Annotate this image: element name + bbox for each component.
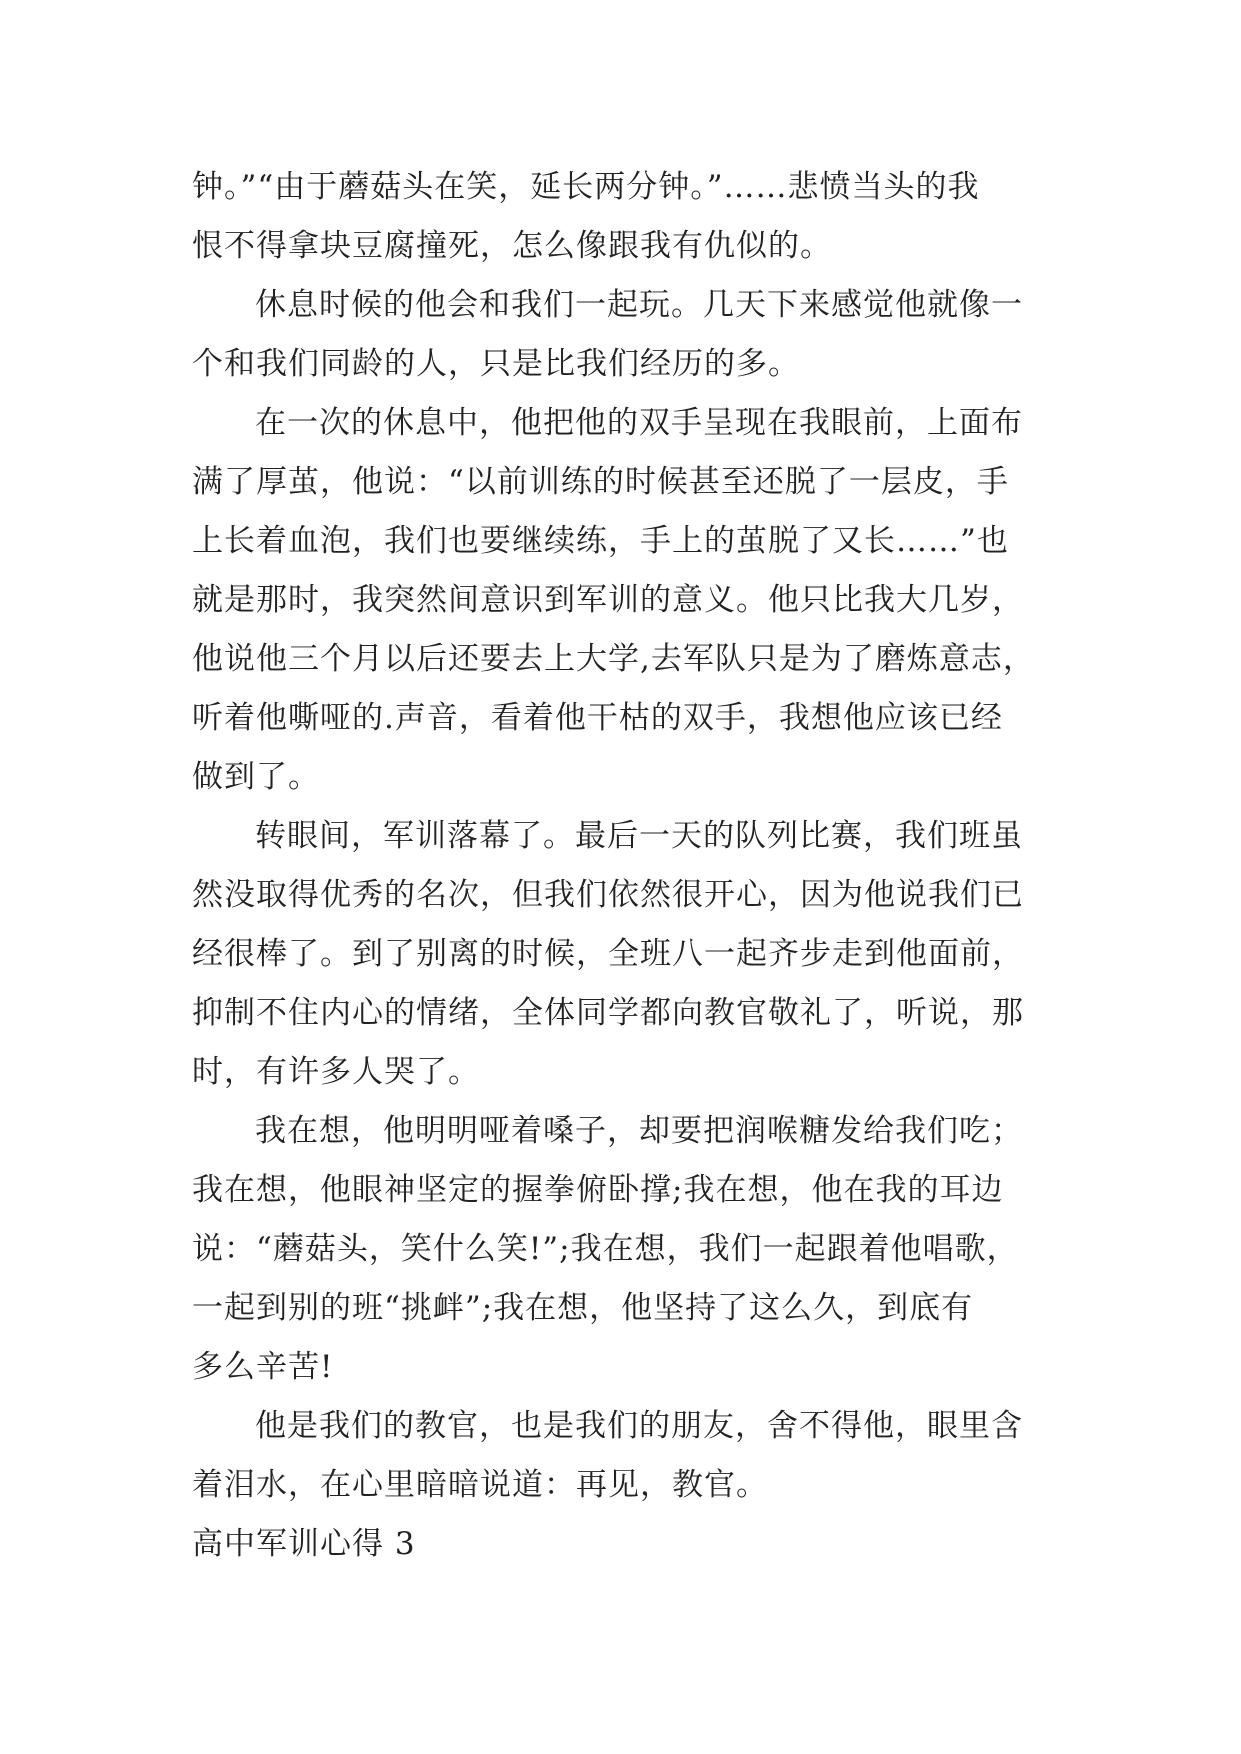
paragraph-6 xyxy=(192,1397,1072,1515)
paragraph-3 xyxy=(192,394,1072,807)
text-line: 一起到别的班“挑衅”;我在想，他坚持了这么久，到底有 xyxy=(192,1290,974,1326)
text-line: 他说他三个月以后还要去上大学,去军队只是为了磨炼意志， xyxy=(192,641,1035,677)
paragraph-2 xyxy=(192,276,1072,394)
paragraph-1 xyxy=(192,158,1072,276)
text-line: 休息时候的他会和我们一起玩。几天下来感觉他就像一 xyxy=(255,287,1023,323)
text-line: 上长着血泡，我们也要继续练，手上的茧脱了又长……”也 xyxy=(192,523,1009,559)
text-line: 听着他嘶哑的.声音，看着他干枯的双手，我想他应该已经 xyxy=(192,700,1003,736)
text-line: 我在想，他明明哑着嗓子，却要把润喉糖发给我们吃； xyxy=(255,1113,1023,1149)
paragraph-5 xyxy=(192,1102,1072,1397)
text-line: 个和我们同龄的人，只是比我们经历的多。 xyxy=(192,346,800,382)
text-line: 我在想，他眼神坚定的握拳俯卧撑;我在想，他在我的耳边 xyxy=(192,1172,1004,1208)
text-line: 转眼间，军训落幕了。最后一天的队列比赛，我们班虽 xyxy=(255,818,1023,854)
text-line: 就是那时，我突然间意识到军训的意义。他只比我大几岁， xyxy=(192,582,1024,618)
text-line: 满了厚茧，他说：“以前训练的时候甚至还脱了一层皮，手 xyxy=(192,464,1009,500)
text-line: 然没取得优秀的名次，但我们依然很开心，因为他说我们已 xyxy=(192,877,1024,913)
text-line: 恨不得拿块豆腐撞死，怎么像跟我有仇似的。 xyxy=(192,228,832,264)
text-line: 时，有许多人哭了。 xyxy=(192,1054,480,1090)
section-heading xyxy=(192,1515,1072,1574)
section-heading-text: 高中军训心得 3 xyxy=(192,1526,416,1562)
text-line: 做到了。 xyxy=(192,759,320,795)
text-line: 经很棒了。到了别离的时候，全班八一起齐步走到他面前， xyxy=(192,936,1024,972)
document-body xyxy=(192,158,1072,1574)
text-line: 说：“蘑菇头，笑什么笑!”;我在想，我们一起跟着他唱歌， xyxy=(192,1231,1019,1267)
text-line: 着泪水，在心里暗暗说道：再见，教官。 xyxy=(192,1467,768,1503)
text-line: 在一次的休息中，他把他的双手呈现在我眼前，上面布 xyxy=(255,405,1023,441)
text-line: 抑制不住内心的情绪，全体同学都向教官敬礼了，听说，那 xyxy=(192,995,1024,1031)
paragraph-4 xyxy=(192,807,1072,1102)
text-line: 他是我们的教官，也是我们的朋友，舍不得他，眼里含 xyxy=(255,1408,1023,1444)
text-line: 钟。”“由于蘑菇头在笑，延长两分钟。”……悲愤当头的我 xyxy=(192,169,980,205)
text-line: 多么辛苦! xyxy=(192,1349,334,1385)
